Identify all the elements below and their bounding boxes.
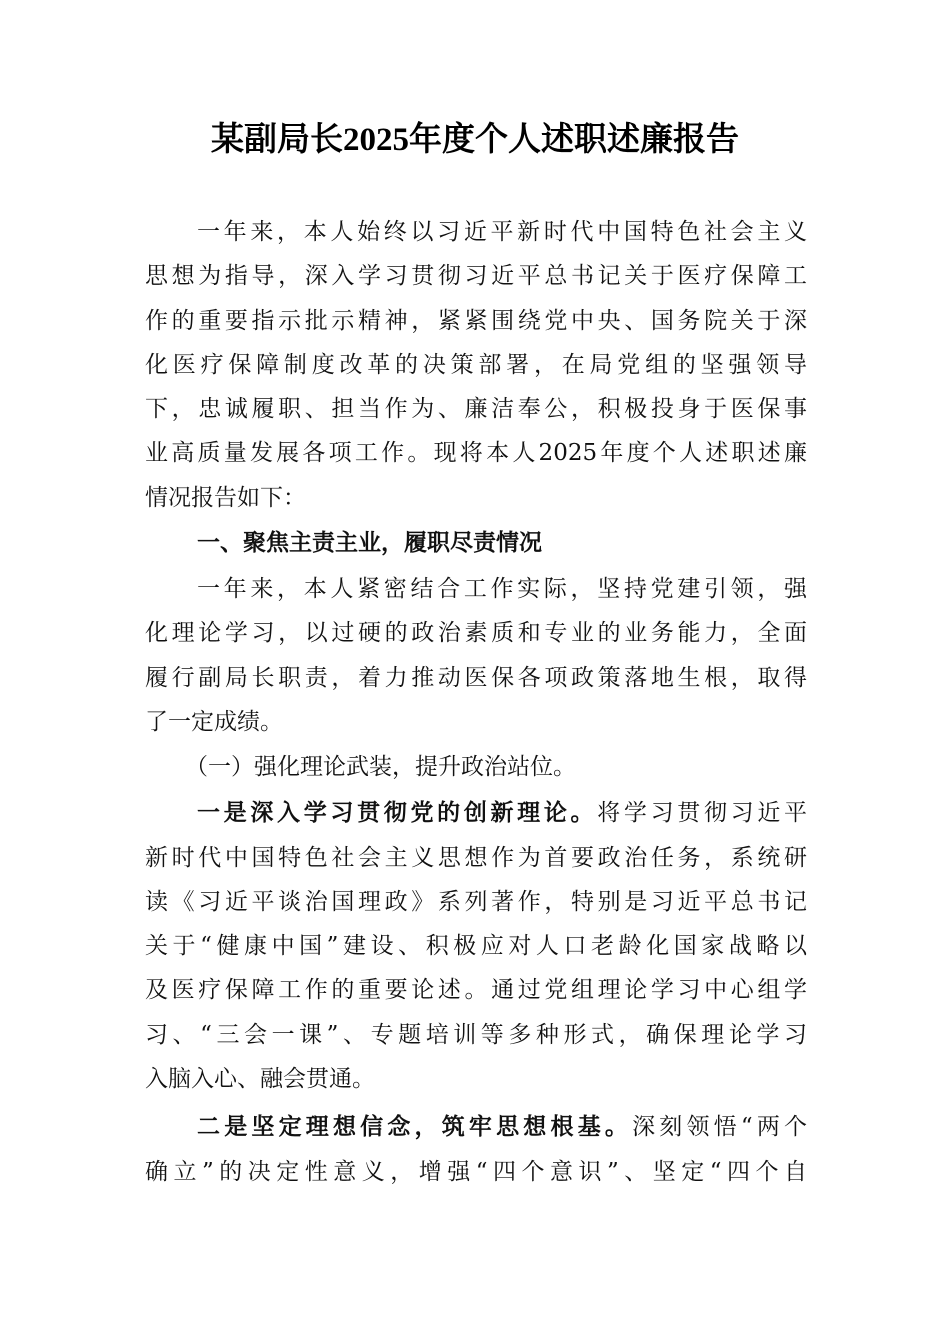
point-rest: 将学习贯彻习近平: [597, 800, 808, 827]
point-line: 新时代中国特色社会主义思想作为首要政治任务，系统研: [145, 844, 807, 871]
section-line: 化理论学习，以过硬的政治素质和专业的业务能力，全面: [145, 620, 807, 647]
document-title: 某副局长2025年度个人述职述廉报告: [211, 122, 739, 158]
point-line: 入脑入心、融会贯通。: [145, 1066, 375, 1093]
section-line: 一年来，本人紧密结合工作实际，坚持党建引领，强: [197, 576, 807, 603]
section-line: 履行副局长职责，着力推动医保各项政策落地生根，取得: [145, 664, 807, 691]
intro-line: 化医疗保障制度改革的决策部署，在局党组的坚强领导: [145, 351, 807, 378]
intro-line: 下，忠诚履职、担当作为、廉洁奉公，积极投身于医保事: [145, 396, 807, 423]
section-line: 了一定成绩。: [145, 708, 283, 735]
point-bold-lead: 一是深入学习贯彻党的创新理论。: [197, 799, 598, 827]
section-heading: 一、聚焦主责主业，履职尽责情况: [197, 530, 542, 557]
point-first-line: [145, 1105, 807, 1149]
point-line: 确立”的决定性意义，增强“四个意识”、坚定“四个自: [145, 1158, 807, 1185]
point-line: 读《习近平谈治国理政》系列著作，特别是习近平总书记: [145, 888, 807, 915]
intro-line: 思想为指导，深入学习贯彻习近平总书记关于医疗保障工: [145, 263, 807, 290]
subsection-heading: （一）强化理论武装，提升政治站位。: [185, 754, 576, 781]
document-body: [145, 210, 807, 1194]
intro-line: 业高质量发展各项工作。现将本人2025年度个人述职述廉: [145, 440, 807, 467]
point-rest: 深刻领悟“两个: [632, 1114, 808, 1141]
point-line: 及医疗保障工作的重要论述。通过党组理论学习中心组学: [145, 977, 807, 1004]
intro-line: 作的重要指示批示精神，紧紧围绕党中央、国务院关于深: [145, 307, 807, 334]
intro-line: 情况报告如下：: [145, 484, 306, 511]
point-line: 习、“三会一课”、专题培训等多种形式，确保理论学习: [145, 1021, 807, 1048]
point-line: 关于“健康中国”建设、积极应对人口老龄化国家战略以: [145, 933, 807, 960]
point-first-line: [145, 791, 807, 835]
intro-line: 一年来，本人始终以习近平新时代中国特色社会主义: [197, 219, 807, 245]
point-bold-lead: 二是坚定理想信念，筑牢思想根基。: [197, 1113, 633, 1141]
